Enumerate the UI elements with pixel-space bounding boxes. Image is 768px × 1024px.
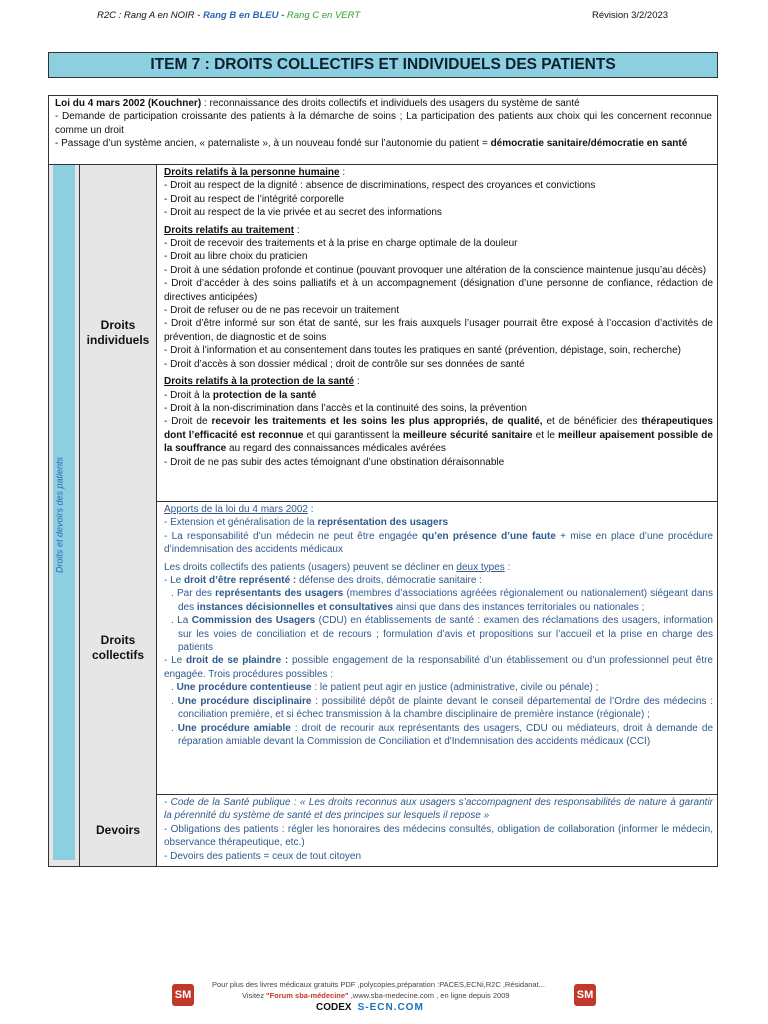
intro-block: Loi du 4 mars 2002 (Kouchner) : reconnaissance des droits collectifs et individuels des usagers du système de santé - Demande de participation croissante des patients à la démarche de soins ; La participation des patients aux choix qui les concernent reconnue comme un droit - Passage d’un système ancien, « paternaliste », à un nouveau fondé sur l’autonomie du patient = démocratie sanitaire/démocratie en santé xyxy=(49,96,717,165)
rank-b-text: Rang B en BLEU xyxy=(202,10,279,21)
section-collectifs: Apports de la loi du 4 mars 2002 : - Extension et généralisation de la représentation des usagers - La responsabilité d’un médecin ne peut être engagée qu’en présence d’une faute + mise en place d’une procédure d’indemnisation des accidents médicaux Les droits collectifs des patients (usagers) peuvent se décliner en deux types : - Le droit d’être représenté : défense des droits, démocratie sanitaire : . Par des représentants des usagers (membres d’associations agréées régionalement ou nationalement) siégeant dans des instances décisionnelles et consultatives ainsi que dans des instances territoriales ou nationales ; . La Commission des Usagers (CDU) en établissements de santé : examen des réclamations des usagers, information sur les voies de conciliation et de recours ; formulation d’avis et propositions sur l’accueil et la prise en charge des patients - Le droit de se plaindre : possible engagement de la responsabilité d’un établissement ou d’un professionnel peut être engagée. Trois procédures possibles : . Une procédure contentieuse : le patient peut agir en justice (administrative, civile ou pénale) ; . Une procédure disciplinaire : possibilité dépôt de plainte devant le conseil départemental de l’Ordre des médecins : conciliation première, et si échec transmission à la chambre disciplinaire de première instance (régionale) ; . Une procédure amiable : droit de recourir aux représentants des usagers, CDU ou médiateurs, droit à demande de réparation amiable devant la Commission de Conciliation et d'Indemnisation des accidents médicaux (CCI) xyxy=(164,504,714,747)
footer-line-2: Visitez "Forum sba-médecine" ,www.sba-medecine.com , en ligne depuis 2009 xyxy=(242,991,510,1000)
sidebar-vertical-label: Droits et devoirs des patients xyxy=(54,456,65,574)
footer xyxy=(0,978,768,1024)
section-individuels: Droits relatifs à la personne humaine : - Droit au respect de la dignité : absence de discriminations, respect des croyances et convictions - Droit au respect de l’intégrité corporelle - Droit au respect de la vie privée et au secret des informations Droits relatifs au traitement : - Droit de recevoir des traitements et à la prise en charge optimale de la douleur - Droit au libre choix du praticien - Droit à une sédation profonde et continue (pouvant provoquer une altération de la conscience maintenue jusqu’au décès) - Droit d’accéder à des soins palliatifs et à un accompagnement (désignation d’une personne de confiance, rédaction de directives anticipées) - Droit de refuser ou de ne pas recevoir un traitement - Droit d’être informé sur son état de santé, sur les frais auxquels l’usager pourrait être exposé à l’occasion d’activités de prévention, de diagnostic et de soins - Droit à l’information et au consentement dans toutes les pratiques en santé (prévention, dépistage, soin, recherche) - Droit d’accès à son dossier médical ; droit de contrôle sur ses données de santé Droits relatifs à la protection de la santé : - Droit à la protection de la santé - Droit à la non-discrimination dans l’accès et la continuité des soins, la prévention - Droit de recevoir les traitements et les soins les plus appropriés, de qualité, et de bénéficier des thérapeutiques dont l’efficacité est reconnue et qui garantissent la meilleure sécurité sanitaire et le meilleur apaisement possible de la souffrance au regard des connaissances médicales avérées - Droit de ne pas subir des actes témoignant d’une obstination déraisonnable xyxy=(164,167,713,468)
revision-date: Révision 3/2/2023 xyxy=(592,10,669,21)
secn-link[interactable]: S-ECN.COM xyxy=(357,1002,424,1013)
category-devoirs: Devoirs xyxy=(80,794,157,866)
content-table xyxy=(48,95,718,867)
rank-a-text: R2C : Rang A en NOIR xyxy=(97,10,195,21)
category-individuels: Droits individuels xyxy=(80,165,157,501)
forum-link[interactable]: "Forum sba-médecine" xyxy=(266,991,349,1000)
sba-logo-icon: SM xyxy=(172,984,194,1006)
codex-brand: CODEX xyxy=(316,1002,352,1013)
sidebar xyxy=(49,165,80,866)
footer-brands xyxy=(316,1002,424,1013)
sba-logo-icon: SM xyxy=(574,984,596,1006)
category-collectifs: Droits collectifs xyxy=(80,501,157,794)
section-devoirs: - Code de la Santé publique : « Les droits reconnus aux usagers s’accompagnent des responsabilités de nature à garantir la pérennité du système de santé et des principes sur lesquels il repose » - Obligations des patients : régler les honoraires des médecins consultés, obligation de collaboration (informer le médecin, observance thérapeutique, etc.) - Devoirs des patients = ceux de tout citoyen xyxy=(164,797,713,862)
page-title: ITEM 7 : DROITS COLLECTIFS ET INDIVIDUELS DES PATIENTS xyxy=(48,52,718,78)
footer-line-1: Pour plus des livres médicaux gratuits PDF ,polycopies,préparation :PACES,ECNi,R2C ,Résidanat... xyxy=(212,980,545,989)
rank-c-text: Rang C en VERT xyxy=(286,10,361,21)
header-ranks: R2C : Rang A en NOIR - Rang B en BLEU - Rang C en VERT xyxy=(97,10,361,21)
